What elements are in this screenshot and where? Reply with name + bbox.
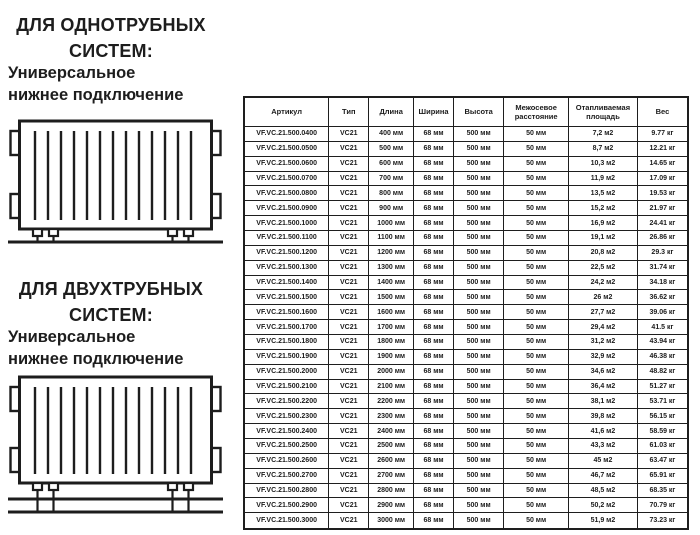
table-cell: 32,9 м2	[569, 349, 638, 364]
table-cell: VC21	[329, 290, 369, 305]
table-cell: 50 мм	[504, 216, 569, 231]
single-pipe-subtitle-line1: Универсальное	[8, 64, 136, 82]
table-row	[244, 498, 688, 513]
table-cell: 50 мм	[504, 186, 569, 201]
table-cell: 10,3 м2	[569, 156, 638, 171]
table-cell: 43,3 м2	[569, 439, 638, 454]
table-cell: 50 мм	[504, 127, 569, 142]
table-cell: 68 мм	[414, 468, 454, 483]
table-row	[244, 439, 688, 454]
table-row	[244, 394, 688, 409]
table-cell: 19.53 кг	[637, 186, 688, 201]
table-cell: VF.VC.21.500.1200	[244, 245, 329, 260]
table-cell: 34.18 кг	[637, 275, 688, 290]
table-cell: 50,2 м2	[569, 498, 638, 513]
table-cell: 500 мм	[454, 216, 504, 231]
table-row	[244, 483, 688, 498]
table-cell: VF.VC.21.500.2900	[244, 498, 329, 513]
table-cell: VF.VC.21.500.2500	[244, 439, 329, 454]
table-cell: 73.23 кг	[637, 513, 688, 529]
table-row	[244, 320, 688, 335]
table-cell: 1200 мм	[369, 245, 414, 260]
table-cell: 500 мм	[454, 409, 504, 424]
table-cell: 500 мм	[454, 483, 504, 498]
table-cell: 500 мм	[369, 141, 414, 156]
table-cell: 1300 мм	[369, 260, 414, 275]
table-cell: 68 мм	[414, 409, 454, 424]
table-cell: VF.VC.21.500.1000	[244, 216, 329, 231]
table-cell: 50 мм	[504, 335, 569, 350]
table-cell: 68 мм	[414, 290, 454, 305]
table-cell: VF.VC.21.500.0400	[244, 127, 329, 142]
single-pipe-heading	[0, 12, 222, 64]
table-cell: 68 мм	[414, 260, 454, 275]
table-cell: 70.79 кг	[637, 498, 688, 513]
table-cell: 68 мм	[414, 439, 454, 454]
table-cell: 50 мм	[504, 305, 569, 320]
single-pipe-radiator-diagram-icon	[8, 117, 223, 245]
table-cell: 700 мм	[369, 171, 414, 186]
table-cell: VF.VC.21.500.2300	[244, 409, 329, 424]
table-cell: 36,4 м2	[569, 379, 638, 394]
spec-table	[243, 96, 689, 530]
table-cell: 50 мм	[504, 483, 569, 498]
single-pipe-heading-line1: ДЛЯ ОДНОТРУБНЫХ	[16, 15, 206, 35]
table-cell: 21.97 кг	[637, 201, 688, 216]
table-row	[244, 141, 688, 156]
table-cell: VC21	[329, 394, 369, 409]
table-cell: 41.5 кг	[637, 320, 688, 335]
table-cell: 500 мм	[454, 141, 504, 156]
table-cell: 50 мм	[504, 141, 569, 156]
table-cell: 63.47 кг	[637, 453, 688, 468]
table-cell: VC21	[329, 156, 369, 171]
table-cell: 29,4 м2	[569, 320, 638, 335]
table-cell: 8,7 м2	[569, 141, 638, 156]
two-pipe-subtitle	[8, 326, 233, 370]
table-cell: 38,1 м2	[569, 394, 638, 409]
table-cell: 50 мм	[504, 364, 569, 379]
table-cell: 2200 мм	[369, 394, 414, 409]
table-row	[244, 335, 688, 350]
table-cell: 1500 мм	[369, 290, 414, 305]
table-cell: VF.VC.21.500.1700	[244, 320, 329, 335]
table-cell: 68 мм	[414, 349, 454, 364]
table-cell: VC21	[329, 453, 369, 468]
table-cell: 50 мм	[504, 498, 569, 513]
table-cell: VC21	[329, 424, 369, 439]
table-cell: VF.VC.21.500.0900	[244, 201, 329, 216]
table-cell: 19,1 м2	[569, 231, 638, 246]
table-cell: VF.VC.21.500.2600	[244, 453, 329, 468]
table-cell: 1800 мм	[369, 335, 414, 350]
table-cell: 500 мм	[454, 349, 504, 364]
table-row	[244, 186, 688, 201]
table-cell: 50 мм	[504, 513, 569, 529]
table-cell: 50 мм	[504, 424, 569, 439]
table-cell: 68 мм	[414, 424, 454, 439]
table-cell: 27,7 м2	[569, 305, 638, 320]
table-cell: 500 мм	[454, 156, 504, 171]
table-cell: 500 мм	[454, 186, 504, 201]
table-cell: VC21	[329, 186, 369, 201]
table-cell: 12.21 кг	[637, 141, 688, 156]
table-cell: 22,5 м2	[569, 260, 638, 275]
table-cell: 68 мм	[414, 453, 454, 468]
table-cell: 68 мм	[414, 171, 454, 186]
table-cell: 17.09 кг	[637, 171, 688, 186]
table-cell: 500 мм	[454, 364, 504, 379]
table-cell: 50 мм	[504, 439, 569, 454]
table-row	[244, 513, 688, 529]
table-cell: VC21	[329, 409, 369, 424]
table-cell: 43.94 кг	[637, 335, 688, 350]
table-cell: VF.VC.21.500.1400	[244, 275, 329, 290]
table-cell: 26 м2	[569, 290, 638, 305]
spec-table-wrap	[243, 96, 689, 530]
table-row	[244, 245, 688, 260]
table-cell: VC21	[329, 320, 369, 335]
table-cell: 500 мм	[454, 127, 504, 142]
table-cell: 2000 мм	[369, 364, 414, 379]
table-cell: 68 мм	[414, 127, 454, 142]
table-cell: 39,8 м2	[569, 409, 638, 424]
table-cell: 24,2 м2	[569, 275, 638, 290]
table-cell: 500 мм	[454, 439, 504, 454]
table-cell: 500 мм	[454, 513, 504, 529]
table-cell: 68 мм	[414, 498, 454, 513]
table-cell: 500 мм	[454, 231, 504, 246]
table-cell: 50 мм	[504, 349, 569, 364]
table-cell: 500 мм	[454, 379, 504, 394]
spec-table-body	[244, 127, 688, 530]
table-cell: 3000 мм	[369, 513, 414, 529]
table-cell: 61.03 кг	[637, 439, 688, 454]
table-cell: 500 мм	[454, 290, 504, 305]
table-row	[244, 127, 688, 142]
table-cell: 50 мм	[504, 453, 569, 468]
table-cell: 15,2 м2	[569, 201, 638, 216]
table-cell: 58.59 кг	[637, 424, 688, 439]
column-header-2: Длина	[369, 97, 414, 127]
table-cell: VC21	[329, 171, 369, 186]
table-cell: 68 мм	[414, 483, 454, 498]
table-cell: 600 мм	[369, 156, 414, 171]
table-cell: VF.VC.21.500.1300	[244, 260, 329, 275]
table-row	[244, 260, 688, 275]
table-cell: 45 м2	[569, 453, 638, 468]
table-cell: 68 мм	[414, 305, 454, 320]
table-cell: 50 мм	[504, 468, 569, 483]
table-cell: 2800 мм	[369, 483, 414, 498]
table-cell: 16,9 м2	[569, 216, 638, 231]
table-cell: 50 мм	[504, 394, 569, 409]
table-cell: 50 мм	[504, 231, 569, 246]
table-cell: 68 мм	[414, 394, 454, 409]
table-cell: 900 мм	[369, 201, 414, 216]
table-cell: 68 мм	[414, 513, 454, 529]
table-cell: 50 мм	[504, 156, 569, 171]
table-cell: 51.27 кг	[637, 379, 688, 394]
table-cell: 11,9 м2	[569, 171, 638, 186]
table-cell: 2500 мм	[369, 439, 414, 454]
table-cell: VF.VC.21.500.0600	[244, 156, 329, 171]
table-cell: 34,6 м2	[569, 364, 638, 379]
table-cell: 68 мм	[414, 320, 454, 335]
table-row	[244, 453, 688, 468]
table-cell: 500 мм	[454, 201, 504, 216]
table-cell: 39.06 кг	[637, 305, 688, 320]
table-cell: 41,6 м2	[569, 424, 638, 439]
column-header-1: Тип	[329, 97, 369, 127]
column-header-7: Вес	[637, 97, 688, 127]
table-cell: 9.77 кг	[637, 127, 688, 142]
table-cell: 68 мм	[414, 216, 454, 231]
table-cell: 50 мм	[504, 275, 569, 290]
table-cell: 1400 мм	[369, 275, 414, 290]
table-cell: 68.35 кг	[637, 483, 688, 498]
table-cell: VC21	[329, 275, 369, 290]
table-cell: 1600 мм	[369, 305, 414, 320]
table-cell: VC21	[329, 260, 369, 275]
table-cell: 29.3 кг	[637, 245, 688, 260]
table-cell: 500 мм	[454, 498, 504, 513]
table-cell: 50 мм	[504, 201, 569, 216]
table-cell: 50 мм	[504, 320, 569, 335]
table-cell: 51,9 м2	[569, 513, 638, 529]
table-cell: 500 мм	[454, 275, 504, 290]
table-cell: 46,7 м2	[569, 468, 638, 483]
table-cell: 46.38 кг	[637, 349, 688, 364]
table-row	[244, 290, 688, 305]
table-cell: VC21	[329, 245, 369, 260]
table-row	[244, 171, 688, 186]
table-cell: 36.62 кг	[637, 290, 688, 305]
left-panel	[0, 0, 238, 535]
table-cell: VC21	[329, 439, 369, 454]
table-cell: 400 мм	[369, 127, 414, 142]
table-cell: VF.VC.21.500.1500	[244, 290, 329, 305]
table-row	[244, 349, 688, 364]
table-cell: VF.VC.21.500.2100	[244, 379, 329, 394]
table-cell: VF.VC.21.500.2700	[244, 468, 329, 483]
table-cell: 48.82 кг	[637, 364, 688, 379]
table-cell: 1700 мм	[369, 320, 414, 335]
table-cell: 2300 мм	[369, 409, 414, 424]
table-row	[244, 156, 688, 171]
table-row	[244, 379, 688, 394]
table-cell: VF.VC.21.500.3000	[244, 513, 329, 529]
table-cell: 20,8 м2	[569, 245, 638, 260]
table-cell: 68 мм	[414, 335, 454, 350]
table-cell: VC21	[329, 335, 369, 350]
table-cell: VF.VC.21.500.2400	[244, 424, 329, 439]
table-cell: 2600 мм	[369, 453, 414, 468]
table-row	[244, 216, 688, 231]
table-cell: 500 мм	[454, 453, 504, 468]
table-row	[244, 201, 688, 216]
table-cell: 50 мм	[504, 171, 569, 186]
column-header-3: Ширина	[414, 97, 454, 127]
table-cell: 500 мм	[454, 260, 504, 275]
table-cell: 800 мм	[369, 186, 414, 201]
table-cell: VC21	[329, 141, 369, 156]
table-cell: 26.86 кг	[637, 231, 688, 246]
table-cell: 2700 мм	[369, 468, 414, 483]
table-row	[244, 468, 688, 483]
table-cell: 68 мм	[414, 141, 454, 156]
table-cell: 48,5 м2	[569, 483, 638, 498]
column-header-0: Артикул	[244, 97, 329, 127]
table-cell: 50 мм	[504, 290, 569, 305]
table-cell: 1000 мм	[369, 216, 414, 231]
table-cell: VC21	[329, 379, 369, 394]
table-cell: VF.VC.21.500.2800	[244, 483, 329, 498]
column-header-4: Высота	[454, 97, 504, 127]
table-cell: 68 мм	[414, 201, 454, 216]
table-cell: 500 мм	[454, 335, 504, 350]
table-cell: VF.VC.21.500.1800	[244, 335, 329, 350]
table-cell: VF.VC.21.500.0500	[244, 141, 329, 156]
table-cell: 68 мм	[414, 186, 454, 201]
table-cell: 500 мм	[454, 305, 504, 320]
table-row	[244, 231, 688, 246]
column-header-6: Отапливаемая площадь	[569, 97, 638, 127]
single-pipe-heading-line2: СИСТЕМ:	[69, 41, 153, 61]
table-cell: 68 мм	[414, 231, 454, 246]
two-pipe-subtitle-line1: Универсальное	[8, 328, 136, 346]
table-cell: VF.VC.21.500.2000	[244, 364, 329, 379]
table-cell: VC21	[329, 216, 369, 231]
table-cell: 50 мм	[504, 260, 569, 275]
table-cell: VF.VC.21.500.0700	[244, 171, 329, 186]
table-cell: 24.41 кг	[637, 216, 688, 231]
table-cell: 2900 мм	[369, 498, 414, 513]
table-cell: 68 мм	[414, 379, 454, 394]
table-row	[244, 275, 688, 290]
two-pipe-heading	[0, 276, 222, 328]
table-cell: 500 мм	[454, 320, 504, 335]
table-cell: 1100 мм	[369, 231, 414, 246]
table-cell: 65.91 кг	[637, 468, 688, 483]
table-cell: 68 мм	[414, 275, 454, 290]
table-cell: 2400 мм	[369, 424, 414, 439]
table-cell: VC21	[329, 498, 369, 513]
table-cell: 31,2 м2	[569, 335, 638, 350]
table-cell: 14.65 кг	[637, 156, 688, 171]
table-cell: 31.74 кг	[637, 260, 688, 275]
two-pipe-heading-line2: СИСТЕМ:	[69, 305, 153, 325]
table-cell: 500 мм	[454, 468, 504, 483]
table-cell: 68 мм	[414, 156, 454, 171]
table-cell: VF.VC.21.500.1100	[244, 231, 329, 246]
table-cell: 7,2 м2	[569, 127, 638, 142]
table-cell: 500 мм	[454, 171, 504, 186]
two-pipe-heading-line1: ДЛЯ ДВУХТРУБНЫХ	[18, 279, 204, 299]
table-row	[244, 424, 688, 439]
table-row	[244, 409, 688, 424]
table-cell: VC21	[329, 483, 369, 498]
table-cell: 500 мм	[454, 245, 504, 260]
table-cell: VC21	[329, 364, 369, 379]
table-cell: 13,5 м2	[569, 186, 638, 201]
two-pipe-radiator-diagram-icon	[8, 373, 223, 515]
table-cell: 56.15 кг	[637, 409, 688, 424]
table-cell: VC21	[329, 127, 369, 142]
table-cell: 50 мм	[504, 409, 569, 424]
spec-table-header	[244, 97, 688, 127]
table-cell: 1900 мм	[369, 349, 414, 364]
table-cell: VF.VC.21.500.1600	[244, 305, 329, 320]
two-pipe-subtitle-line2: нижнее подключение	[8, 350, 184, 368]
table-cell: VC21	[329, 201, 369, 216]
table-row	[244, 364, 688, 379]
column-header-5: Межосевое расстояние	[504, 97, 569, 127]
table-cell: 50 мм	[504, 245, 569, 260]
table-cell: 2100 мм	[369, 379, 414, 394]
table-cell: 50 мм	[504, 379, 569, 394]
table-cell: VC21	[329, 349, 369, 364]
table-cell: 500 мм	[454, 424, 504, 439]
table-cell: VF.VC.21.500.2200	[244, 394, 329, 409]
table-cell: VC21	[329, 305, 369, 320]
table-row	[244, 305, 688, 320]
table-cell: VC21	[329, 468, 369, 483]
table-cell: VF.VC.21.500.0800	[244, 186, 329, 201]
single-pipe-subtitle	[8, 62, 233, 106]
table-cell: 68 мм	[414, 245, 454, 260]
table-cell: 68 мм	[414, 364, 454, 379]
single-pipe-subtitle-line2: нижнее подключение	[8, 86, 184, 104]
table-cell: VC21	[329, 231, 369, 246]
table-cell: VF.VC.21.500.1900	[244, 349, 329, 364]
table-cell: 500 мм	[454, 394, 504, 409]
table-cell: 53.71 кг	[637, 394, 688, 409]
table-cell: VC21	[329, 513, 369, 529]
